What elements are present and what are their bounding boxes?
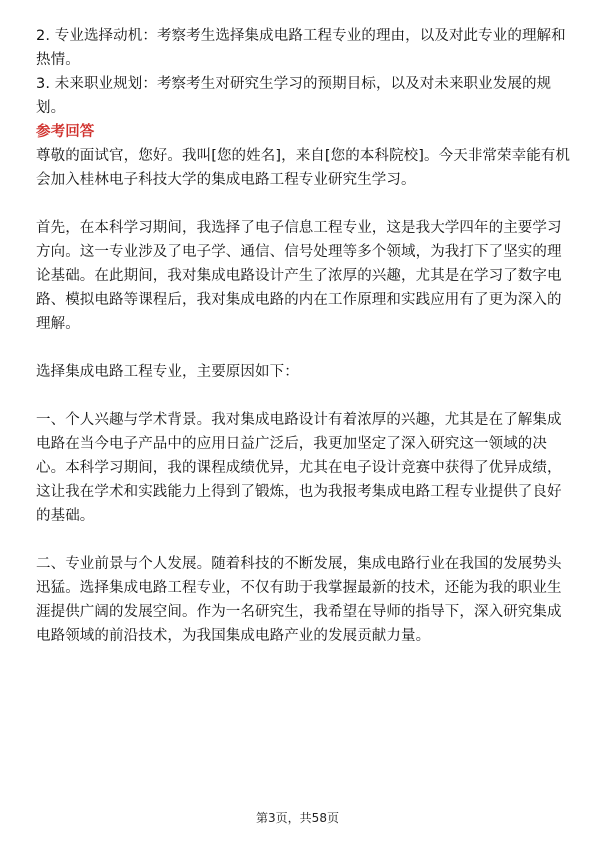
text-line: 理解。 xyxy=(36,316,80,332)
text-line: 路、模拟电路等课程后，我对集成电路的内在工作原理和实践应用有了更为深入的 xyxy=(36,292,562,308)
paragraph-gap xyxy=(36,528,558,552)
paragraph-gap xyxy=(36,384,558,408)
text-line: 论基础。在此期间，我对集成电路设计产生了浓厚的兴趣，尤其是在学习了数字电 xyxy=(36,268,562,284)
document-page xyxy=(36,24,571,648)
paragraph xyxy=(36,360,558,384)
text-line: 涯提供广阔的发展空间。作为一名研究生，我希望在导师的指导下，深入研究集成 xyxy=(36,604,562,620)
question-item xyxy=(36,72,558,120)
text-line: 会加入桂林电子科技大学的集成电路工程专业研究生学习。 xyxy=(36,172,416,188)
answer-heading: 参考回答 xyxy=(36,124,95,140)
text-line: 2. 专业选择动机：考察考生选择集成电路工程专业的理由，以及对此专业的理解和 xyxy=(36,28,566,44)
paragraph xyxy=(36,144,571,192)
paragraph-gap xyxy=(36,336,558,360)
text-line: 电路领域的前沿技术，为我国集成电路产业的发展贡献力量。 xyxy=(36,628,431,644)
text-line: 迅猛。选择集成电路工程专业，不仅有助于我掌握最新的技术，还能为我的职业生 xyxy=(36,580,562,596)
text-line: 划。 xyxy=(36,100,66,116)
question-item xyxy=(36,24,566,72)
paragraph-gap xyxy=(36,192,558,216)
text-line: 心。本科学习期间，我的课程成绩优异，尤其在电子设计竞赛中获得了优异成绩， xyxy=(36,460,562,476)
text-line: 的基础。 xyxy=(36,508,95,524)
text-line: 这让我在学术和实践能力上得到了锻炼，也为我报考集成电路工程专业提供了良好 xyxy=(36,484,562,500)
page-number: 第3页，共58页 xyxy=(256,811,339,825)
text-line: 方向。这一专业涉及了电子学、通信、信号处理等多个领域，为我打下了坚实的理 xyxy=(36,244,562,260)
text-line: 电路在当今电子产品中的应用日益广泛后，我更加坚定了深入研究这一领域的决 xyxy=(36,436,547,452)
paragraph xyxy=(36,216,562,336)
paragraph xyxy=(36,408,562,528)
text-line: 二、专业前景与个人发展。随着科技的不断发展，集成电路行业在我国的发展势头 xyxy=(36,556,562,572)
text-line: 3. 未来职业规划：考察考生对研究生学习的预期目标，以及对未来职业发展的规 xyxy=(36,76,552,92)
paragraph xyxy=(36,552,562,648)
text-line: 首先，在本科学习期间，我选择了电子信息工程专业，这是我大学四年的主要学习 xyxy=(36,220,562,236)
text-line: 热情。 xyxy=(36,52,80,68)
text-line: 尊敬的面试官，您好。我叫[您的姓名]，来自[您的本科院校]。今天非常荣幸能有机 xyxy=(36,148,571,164)
text-line: 选择集成电路工程专业，主要原因如下： xyxy=(36,364,299,380)
text-line: 一、个人兴趣与学术背景。我对集成电路设计有着浓厚的兴趣，尤其是在了解集成 xyxy=(36,412,562,428)
